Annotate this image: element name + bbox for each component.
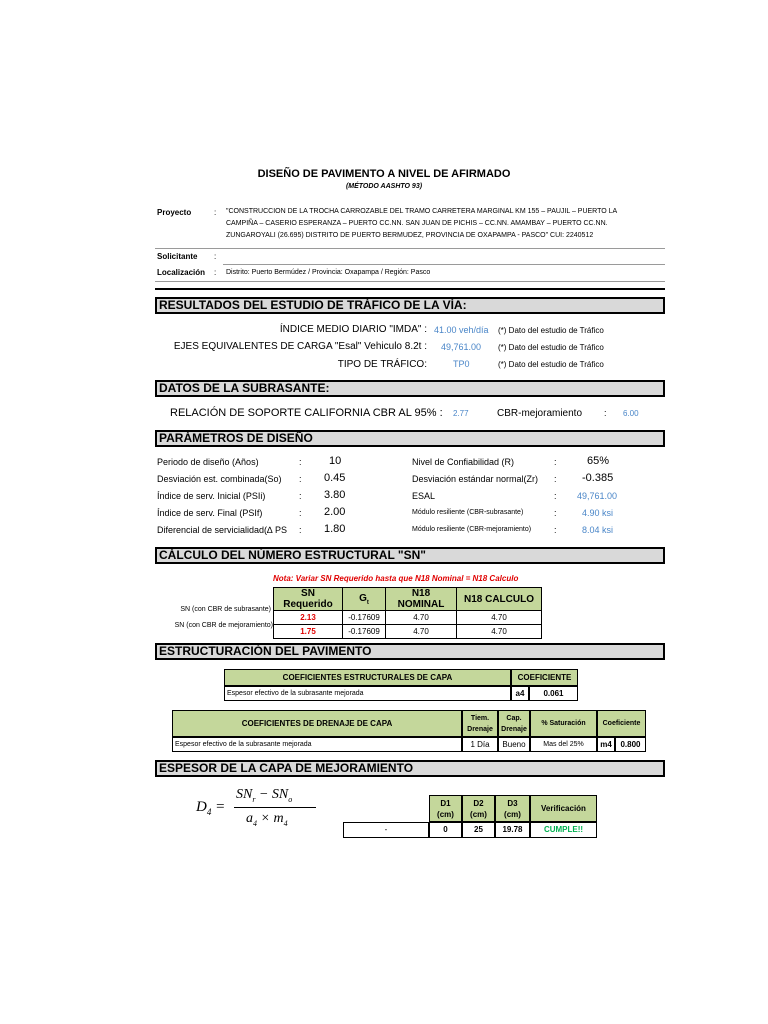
coef-row-symbol: a4 [511,686,529,701]
proyecto-line: "CONSTRUCCION DE LA TROCHA CARROZABLE DEL TRAMO CARRETERA MARGINAL KM 155 – PAUJIL – PUERTO LA [226,208,618,215]
param-colon: : [299,474,302,484]
d3-value: 19.78 [495,822,530,838]
table-row [274,611,542,625]
imda-note: (*) Dato del estudio de Tráfico [498,326,604,335]
param-value: -0.385 [582,472,614,484]
table-header: N18 NOMINAL [386,588,457,611]
section-espesor: ESPESOR DE LA CAPA DE MEJORAMIENTO [155,760,665,777]
dren-col-line: Drenaje [467,726,493,733]
verificacion-value: CUMPLE!! [530,822,597,838]
header-line: (cm) [470,810,487,819]
param-colon: : [554,474,557,484]
d2-header [462,795,495,822]
section-subrasante: DATOS DE LA SUBRASANTE: [155,380,665,397]
mej-colon: : [604,408,607,418]
tipo-value: TP0 [453,359,470,369]
coef-col-header: COEFICIENTE [511,669,578,686]
esal-value: 49,761.00 [441,342,482,352]
section-trafico: RESULTADOS DEL ESTUDIO DE TRÁFICO DE LA VÍA: [155,297,665,314]
nominal-value: 4.70 [386,611,457,625]
d2-value: 25 [462,822,495,838]
param-value: 10 [329,455,342,467]
mej-label: CBR-mejoramiento [497,408,583,419]
dren-row-value: 0.800 [615,737,646,752]
document-title: DISEÑO DE PAVIMENTO A NIVEL DE AFIRMADO [257,168,511,180]
gt-value: -0.17609 [343,611,386,625]
param-label: ESAL [412,491,436,501]
param-colon: : [299,508,302,518]
dren-header: COEFICIENTES DE DRENAJE DE CAPA [172,710,462,737]
cbr-value: 2.77 [453,409,469,418]
localizacion-colon: : [214,268,217,277]
section-parametros: PARÁMETROS DE DISEÑO [155,430,665,447]
param-label: Índice de serv. Inicial (PSIi) [157,491,266,501]
localizacion-label: Localización [157,268,206,277]
param-label: Índice de serv. Final (PSIf) [157,508,263,518]
param-value: 3.80 [324,489,346,501]
proyecto-value [226,206,666,242]
dren-col-line: Tiem. [470,715,490,722]
table-header-row [274,588,542,611]
proyecto-label: Proyecto [157,208,192,217]
param-label: Módulo resiliente (CBR-mejoramiento) [412,526,532,533]
param-colon: : [554,525,557,535]
sn-table [273,587,542,639]
gt-value: -0.17609 [343,625,386,639]
proyecto-line: ZUNGAROYALI (26.695) DISTRITO DE PUERTO BERMUDEZ, PROVINCIA DE OXAPAMPA - PASCO" CUI: 2240512 [226,232,594,239]
section-estructuracion: ESTRUCTURACIÓN DEL PAVIMENTO [155,643,665,660]
param-value: 0.45 [324,472,346,484]
imda-label: ÍNDICE MEDIO DIARIO "IMDA" : [279,324,427,335]
verificacion-header: Verificación [530,795,597,822]
param-colon: : [554,457,557,467]
dren-col-tiempo [462,710,498,737]
param-colon: : [299,491,302,501]
mej-value: 6.00 [623,409,639,418]
param-value: 1.80 [324,523,346,535]
d1-value: 0 [429,822,462,838]
table-row [274,625,542,639]
imda-value: 41.00 veh/día [434,325,489,335]
table-header: $G_t$ [343,588,386,611]
param-value: 49,761.00 [577,491,618,501]
param-label: Diferencial de servicialidad(∆ PS [157,525,288,535]
formula-d4 [196,785,326,835]
divider [155,288,665,290]
esal-note: (*) Dato del estudio de Tráfico [498,343,604,352]
divider [155,281,665,282]
dren-row-symbol: m4 [597,737,615,752]
esal-label: EJES EQUIVALENTES DE CARGA "Esal" Vehiculo 8.2t : [173,341,427,352]
param-colon: : [299,525,302,535]
nominal-value: 4.70 [386,625,457,639]
table-header: N18 CALCULO [457,588,542,611]
proyecto-colon: : [214,208,217,217]
coef-header: COEFICIENTES ESTRUCTURALES DE CAPA [224,669,511,686]
sn-row-label: SN (con CBR de mejoramiento) [174,622,273,629]
param-label: Desviación estándar normal(Zr) [412,474,539,484]
tipo-label: TIPO DE TRÁFICO: [337,359,427,370]
param-value: 65% [587,455,610,467]
formula-numerator: $SN_r - SN_o$ [236,787,293,804]
localizacion-value: Distrito: Puerto Bermúdez / Provincia: Oxapampa / Región: Pasco [226,269,431,276]
document-subtitle: (MÉTODO AASHTO 93) [345,183,423,190]
param-label: Nivel de Confiabilidad (R) [412,457,515,467]
dren-col-line: Cap. [506,715,522,722]
dren-col-capacidad [498,710,530,737]
tipo-note: (*) Dato del estudio de Tráfico [498,360,604,369]
param-value: 4.90 ksi [582,508,614,518]
param-colon: : [554,491,557,501]
dren-col-saturacion: % Saturación [530,710,597,737]
coef-row-label: Espesor efectivo de la subrasante mejorada [224,686,511,701]
sn-note: Nota: Variar SN Requerido hasta que N18 Nominal = N18 Calculo [273,574,519,583]
dren-col-line: Drenaje [501,726,527,733]
calculo-value: 4.70 [457,625,542,639]
formula-denominator: $a_4 \times m_4$ [246,811,288,828]
param-label: Módulo resiliente (CBR-subrasante) [412,509,524,516]
header-line: (cm) [437,810,454,819]
calculo-value: 4.70 [457,611,542,625]
coef-row-value: 0.061 [529,686,578,701]
table-header: SN Requerido [274,588,343,611]
param-value: 8.04 ksi [582,525,614,535]
proyecto-line: CAMPIÑA – CASERIO ESPERANZA – PUERTO CC.NN. SAN JUAN DE PICHIS – CC.NN. AMAMBAY – PUERTO CC.NN. [226,220,608,227]
param-colon: : [299,457,302,467]
param-value: 2.00 [324,506,346,518]
sn-row-label: SN (con CBR de subrasante) [180,606,271,613]
dren-row-saturacion: Mas del 25% [530,737,597,752]
dren-row-capacidad: Bueno [498,737,530,752]
header-line: D1 [440,799,451,808]
formula-lhs: $D_4$ = [196,799,226,817]
cbr-label: RELACIÓN DE SOPORTE CALIFORNIA CBR AL 95% : [170,407,443,419]
dren-col-coeficiente: Coeficiente [597,710,646,737]
param-label: Desviación est. combinada(So) [157,474,282,484]
divider [223,264,665,265]
dren-row-tiempo: 1 Día [462,737,498,752]
espesor-dash: - [343,822,429,838]
formula-fraction-bar [234,807,316,808]
section-sn: CÁLCULO DEL NÚMERO ESTRUCTURAL "SN" [155,547,665,564]
divider [155,248,665,249]
sn-value[interactable]: 1.75 [274,625,343,639]
solicitante-colon: : [214,252,217,261]
d1-header [429,795,462,822]
header-line: D2 [473,799,484,808]
solicitante-label: Solicitante [157,252,198,261]
d3-header [495,795,530,822]
sn-value[interactable]: 2.13 [274,611,343,625]
param-colon: : [554,508,557,518]
param-label: Periodo de diseño (Años) [157,457,259,467]
header-line: D3 [507,799,518,808]
header-line: (cm) [504,810,521,819]
dren-row-label: Espesor efectivo de la subrasante mejorada [172,737,462,752]
